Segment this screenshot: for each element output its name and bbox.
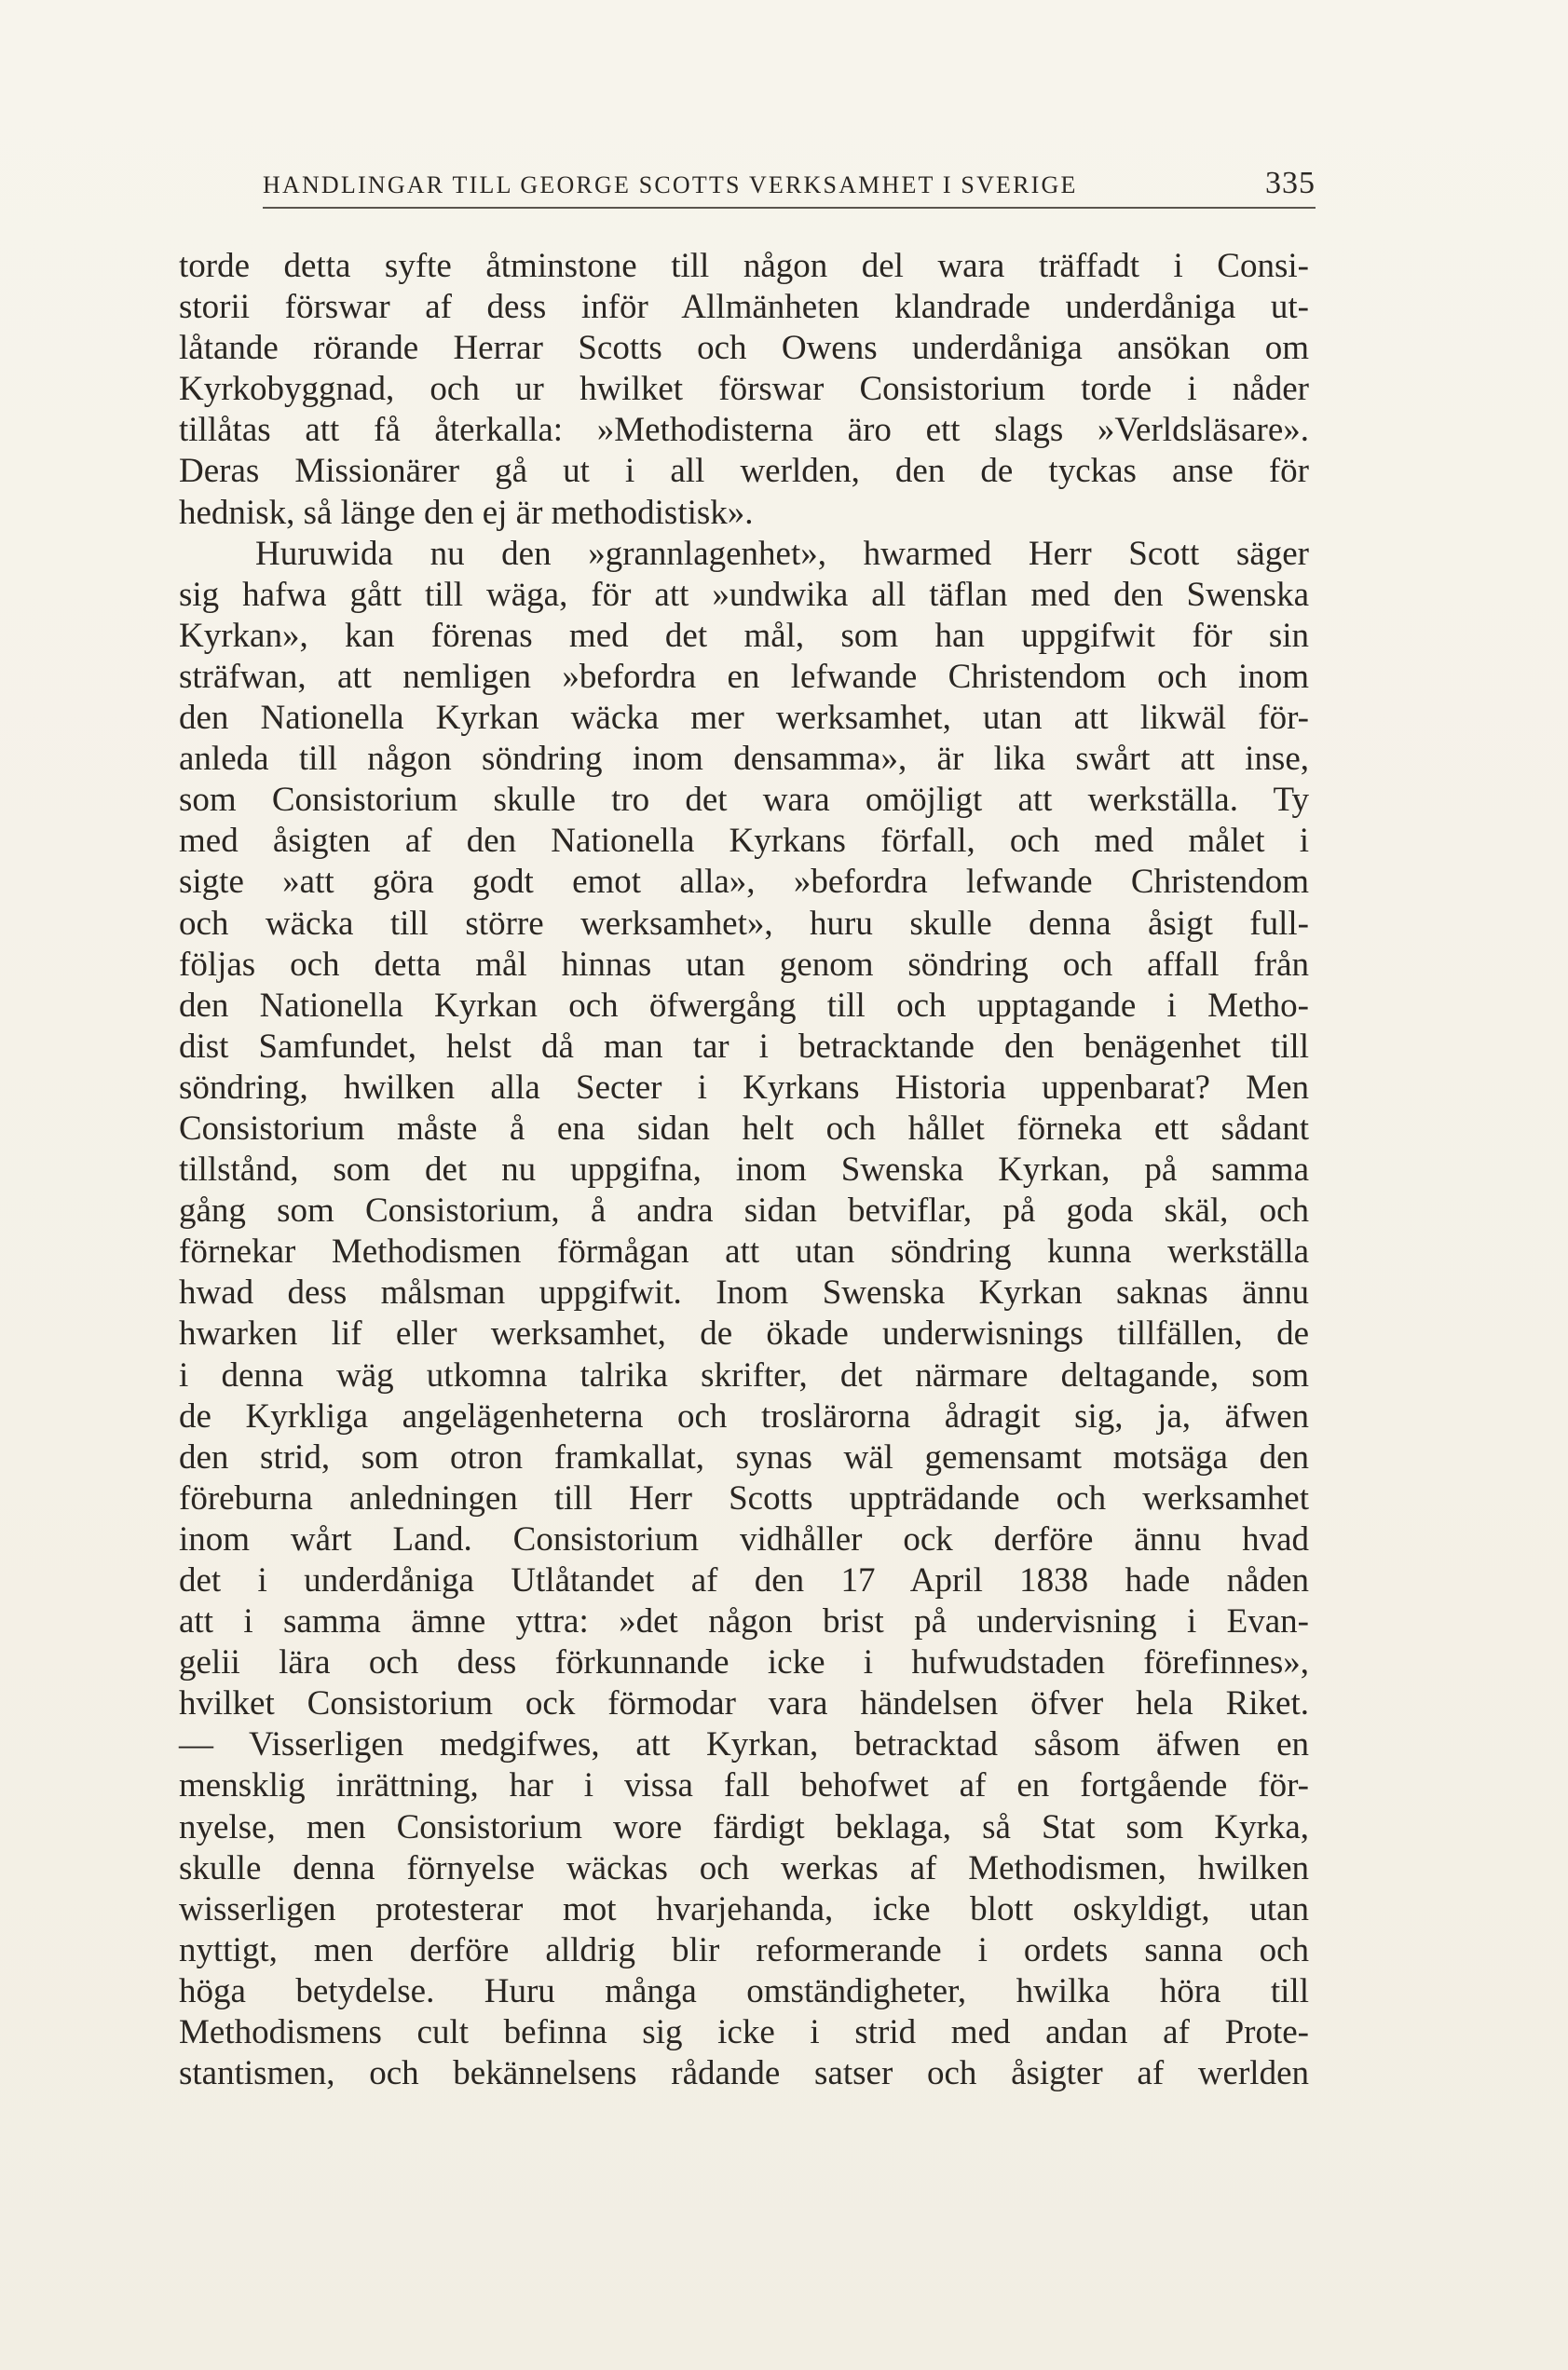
text-line: de Kyrkliga angelägenheterna och troslärorna ådragit sig, ja, äfwen: [179, 1396, 1309, 1436]
text-line: sig hafwa gått till wäga, för att »undwika all täflan med den Swenska: [179, 575, 1309, 614]
text-line: söndring, hwilken alla Secter i Kyrkans Historia uppenbarat? Men: [179, 1068, 1309, 1107]
text-line: tillstånd, som det nu uppgifna, inom Swenska Kyrkan, på samma: [179, 1151, 1309, 1190]
running-title: HANDLINGAR TILL GEORGE SCOTTS VERKSAMHET I SVERIGE: [263, 171, 1078, 198]
text-line: hvilket Consistorium ock förmodar vara händelsen öfver hela Riket.: [179, 1684, 1309, 1723]
page-number: 335: [1265, 166, 1316, 200]
running-header: [263, 166, 1316, 209]
text-line: anleda till någon söndring inom densamma», är lika swårt att inse,: [179, 740, 1309, 779]
text-line: hwad dess målsman uppgifwit. Inom Swenska Kyrkan saknas ännu: [179, 1274, 1309, 1313]
text-line: gång som Consistorium, å andra sidan betviflar, på goda skäl, och: [179, 1192, 1309, 1231]
text-line: i denna wäg utkomna talrika skrifter, det närmare deltagande, som: [179, 1355, 1309, 1395]
text-line: som Consistorium skulle tro det wara omöjligt att werkställa. Ty: [179, 781, 1309, 820]
text-line: föreburna anledningen till Herr Scotts uppträdande och werksamhet: [179, 1478, 1309, 1518]
text-line: Deras Missionärer gå ut i all werlden, den de tyckas anse för: [179, 452, 1309, 491]
text-line: torde detta syfte åtminstone till någon del wara träffadt i Consi-: [179, 247, 1309, 285]
text-line: inom wårt Land. Consistorium vidhåller ock derföre ännu hvad: [179, 1519, 1309, 1559]
text-line: sträfwan, att nemligen »befordra en lefwande Christendom och inom: [179, 657, 1309, 696]
text-line: den Nationella Kyrkan och öfwergång till och upptagande i Metho-: [179, 986, 1309, 1025]
text-line: sigte »att göra godt emot alla», »befordra lefwande Christendom: [179, 863, 1309, 902]
text-line: låtande rörande Herrar Scotts och Owens underdåniga ansökan om: [179, 329, 1309, 368]
text-line: Kyrkobyggnad, och ur hwilket förswar Consistorium torde i nåder: [179, 370, 1309, 409]
text-line: Consistorium måste å ena sidan helt och hållet förneka ett sådant: [179, 1109, 1309, 1148]
text-line: dist Samfundet, helst då man tar i betracktande den benägenhet till: [179, 1027, 1309, 1066]
text-line: nyttigt, men derföre alldrig blir reformerande i ordets sanna och: [179, 1930, 1309, 1969]
text-line: nyelse, men Consistorium wore färdigt beklaga, så Stat som Kyrka,: [179, 1807, 1309, 1846]
text-line: Kyrkan», kan förenas med det mål, som han uppgifwit för sin: [179, 616, 1309, 655]
body-text: [179, 246, 1309, 2094]
text-line: följas och detta mål hinnas utan genom söndring och affall från: [179, 945, 1309, 984]
text-line: den Nationella Kyrkan wäcka mer werksamhet, utan att likwäl för-: [179, 699, 1309, 738]
text-line: stantismen, och bekännelsens rådande satser och åsigter af werlden: [179, 2054, 1309, 2093]
text-line: storii förswar af dess inför Allmänheten klandrade underdåniga ut-: [179, 288, 1309, 327]
text-line: Huruwida nu den »grannlagenhet», hwarmed Herr Scott säger: [255, 534, 1309, 573]
text-line: gelii lära och dess förkunnande icke i hufwudstaden förefinnes»,: [179, 1643, 1309, 1682]
text-line: tillåtas att få återkalla: »Methodisterna äro ett slags »Verldsläsare».: [179, 411, 1309, 450]
text-line: Methodismens cult befinna sig icke i strid med andan af Prote-: [179, 2013, 1309, 2052]
text-line: förnekar Methodismen förmågan att utan söndring kunna werkställa: [179, 1233, 1309, 1272]
text-line: med åsigten af den Nationella Kyrkans förfall, och med målet i: [179, 822, 1309, 861]
text-line: höga betydelse. Huru många omständigheter, hwilka höra till: [179, 1971, 1309, 2010]
text-line: skulle denna förnyelse wäckas och werkas af Methodismen, hwilken: [179, 1848, 1309, 1887]
text-line: wisserligen protesterar mot hvarjehanda, icke blott oskyldigt, utan: [179, 1889, 1309, 1928]
text-line: och wäcka till större werksamhet», huru skulle denna åsigt full-: [179, 904, 1309, 943]
text-line: hednisk, så länge den ej är methodistisk».: [179, 493, 754, 532]
text-line: mensklig inrättning, har i vissa fall behofwet af en fortgående för-: [179, 1766, 1309, 1805]
text-line: den strid, som otron framkallat, synas wäl gemensamt motsäga den: [179, 1437, 1309, 1477]
text-line: hwarken lif eller werksamhet, de ökade underwisnings tillfällen, de: [179, 1314, 1309, 1354]
text-line: — Visserligen medgifwes, att Kyrkan, betracktad såsom äfwen en: [179, 1725, 1309, 1764]
text-line: att i samma ämne yttra: »det någon brist på undervisning i Evan-: [179, 1602, 1309, 1641]
text-line: det i underdåniga Utlåtandet af den 17 April 1838 hade nåden: [179, 1561, 1309, 1600]
